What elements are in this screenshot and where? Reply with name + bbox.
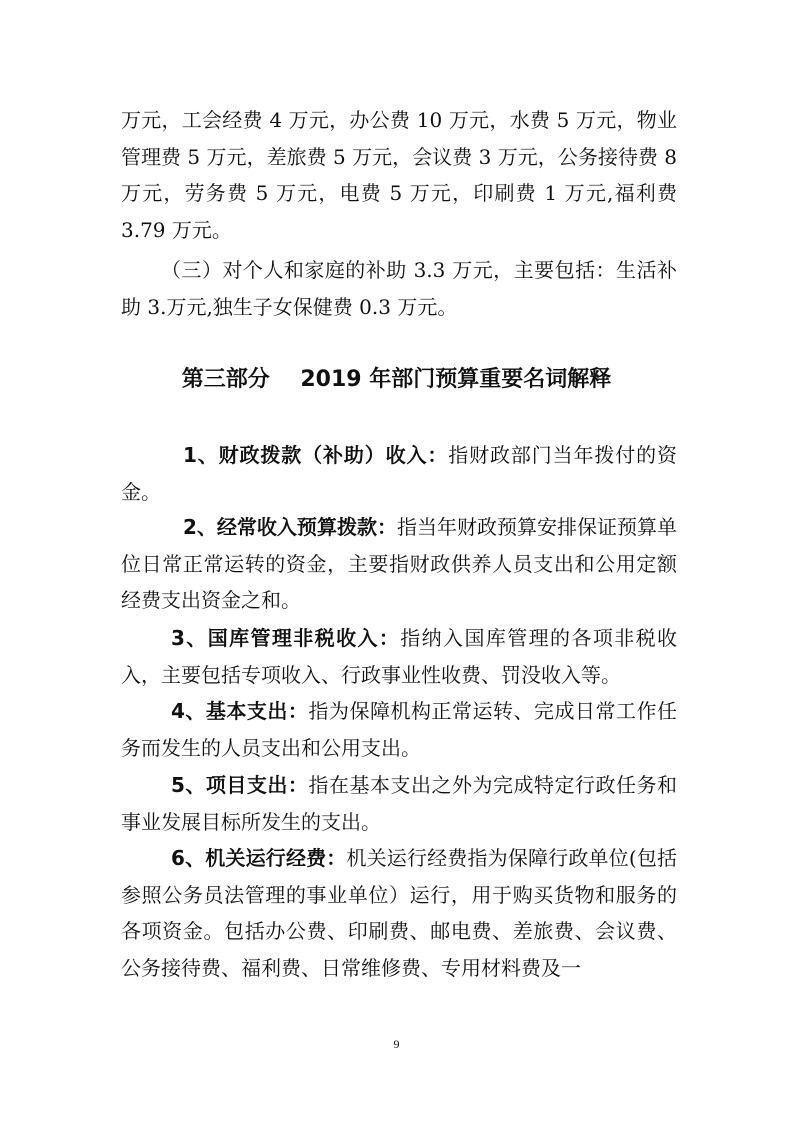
definition-2-term: 2、经常收入预算拨款： [183, 515, 397, 539]
continuation-text: 万元，工会经费 4 万元，办公费 10 万元，水费 5 万元，物业管理费 5 万元，差旅费 5 万元，会议费 3 万元，公务接待费 8 万元，劳务费 5 万元，电费 5 万元，印刷费 1 万元,福利费 3.79 万元。 [121, 108, 677, 242]
definition-1-text: 指财政部门当年拨付的资金。 [121, 443, 677, 504]
definition-5-term: 5、项目支出： [171, 773, 309, 797]
definition-3-term: 3、国库管理非税收入： [171, 626, 401, 650]
definition-5 [121, 767, 677, 840]
definition-1 [121, 437, 677, 510]
page-number: 9 [393, 1037, 400, 1051]
definition-1-term: 1、财政拨款（补助）收入： [183, 443, 449, 467]
definition-6-term: 6、机关运行经费： [171, 846, 347, 870]
section-three-text: （三）对个人和家庭的补助 3.3 万元，主要包括：生活补助 3.万元,独生子女保健费 0.3 万元。 [121, 258, 677, 319]
definition-3-text: 指纳入国库管理的各项非税收入，主要包括专项收入、行政事业性收费、罚没收入等。 [121, 626, 678, 687]
definition-4 [121, 693, 677, 766]
definition-2 [121, 509, 677, 619]
definition-2-text: 指当年财政预算安排保证预算单位日常正常运转的资金，主要指财政供养人员支出和公用定额经费支出资金之和。 [121, 515, 677, 612]
part-three-heading: 第三部分 2019 年部门预算重要名词解释 [181, 367, 612, 392]
definition-5-text: 指在基本支出之外为完成特定行政任务和事业发展目标所发生的支出。 [121, 773, 678, 834]
definition-3 [121, 620, 677, 693]
definition-4-text: 指为保障机构正常运转、完成日常工作任务而发生的人员支出和公用支出。 [121, 699, 678, 760]
definition-6 [121, 840, 677, 986]
section-three-paragraph [121, 252, 677, 325]
continuation-paragraph [121, 102, 677, 248]
definition-4-term: 4、基本支出： [171, 699, 309, 723]
definition-6-text: 机关运行经费指为保障行政单位(包括参照公务员法管理的事业单位）运行，用于购买货物和服务的各项资金。包括办公费、印刷费、邮电费、差旅费、会议费、公务接待费、福利费、日常维修费、专用材料费及一 [121, 846, 677, 980]
